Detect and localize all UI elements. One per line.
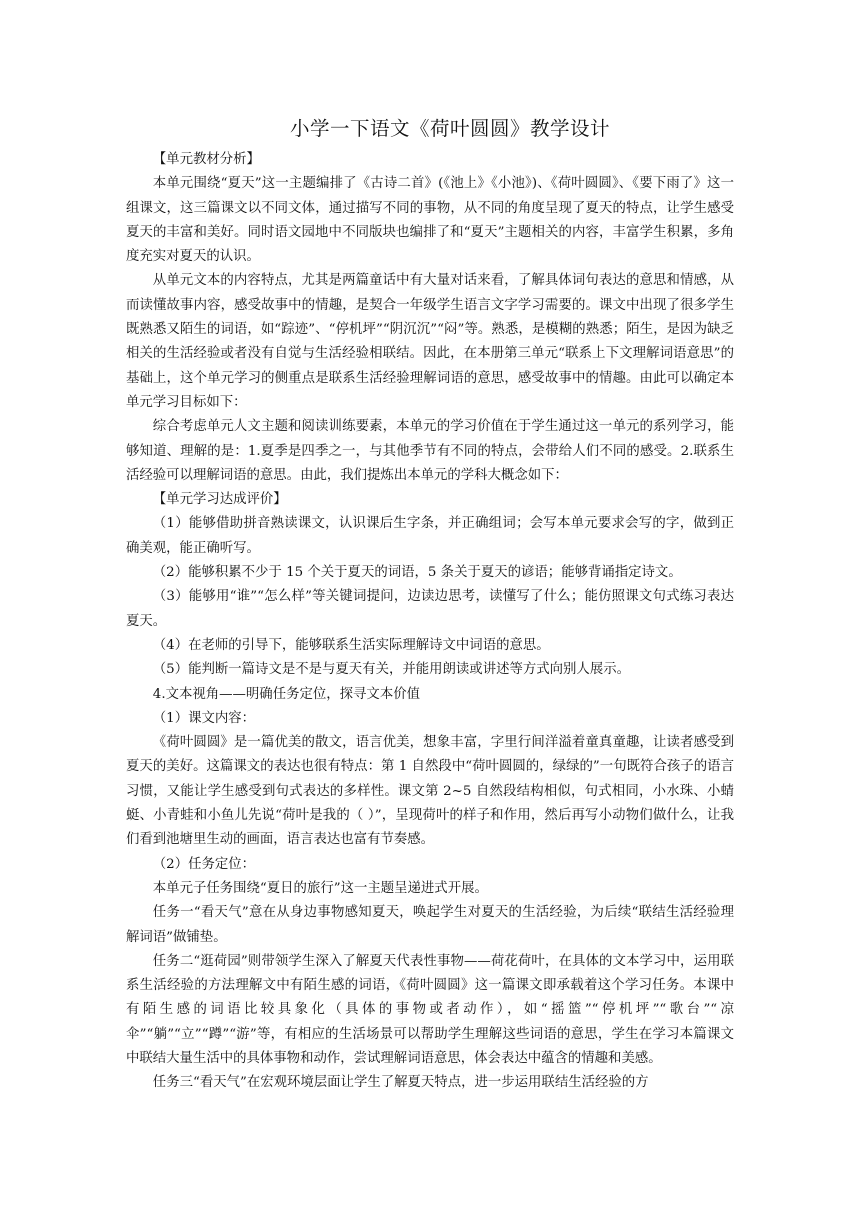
paragraph: 《荷叶圆圆》是一篇优美的散文，语言优美，想象丰富，字里行间洋溢着童真童趣，让读者感受到夏天的美好。这篇课文的表达也很有特点：第 1 自然段中“荷叶圆圆的，绿绿的”一句既符合孩子的语言习惯，又能让学生感受到句式表达的多样性。课文第 2~5 自然段结构相似，句式相同，小水珠、小蜻蜓、小青蛙和小鱼儿先说“荷叶是我的（ ）”，呈现荷叶的样子和作用，然后再写小动物们做什么，让我们看到池塘里生动的画面，语言表达也富有节奏感。 — [126, 735, 734, 848]
document-page — [126, 0, 734, 1096]
paragraph: 任务二“逛荷园”则带领学生深入了解夏天代表性事物——荷花荷叶，在具体的文本学习中，运用联系生活经验的方法理解文中有陌生感的词语，《荷叶圆圆》这一篇课文即承载着这个学习任务。本课中有陌生感的词语比较具象化（具体的事物或者动作），如“摇篮”“停机坪”“歌台”“凉伞”“躺”“立”“蹲”“游”等，有相应的生活场景可以帮助学生理解这些词语的意思，学生在学习本篇课文中联结大量生活中的具体事物和动作，尝试理解词语意思，体会表达中蕴含的情趣和美感。 — [126, 953, 734, 1066]
section-heading-evaluation: 【单元学习达成评价】 — [152, 492, 287, 508]
paragraph: 任务三“看天气”在宏观环境层面让学生了解夏天特点，进一步运用联结生活经验的方 — [152, 1075, 649, 1091]
section-heading-unit-analysis: 【单元教材分析】 — [152, 152, 260, 167]
section-heading-text-perspective: 4.文本视角——明确任务定位，探寻文本价值 — [152, 686, 420, 702]
paragraph: 综合考虑单元人文主题和阅读训练要素，本单元的学习价值在于学生通过这一单元的系列学习，能够知道、理解的是：1.夏季是四季之一，与其他季节有不同的特点，会带给人们不同的感受。2.联系生活经验可以理解词语的意思。由此，我们提炼出本单元的学科大概念如下： — [126, 419, 734, 483]
list-item: （1）能够借助拼音熟读课文，认识课后生字条，并正确组词；会写本单元要求会写的字，做到正确美观，能正确听写。 — [126, 516, 734, 556]
paragraph: 本单元围绕“夏天”这一主题编排了《古诗二首》(《池上》《小池》)、《荷叶圆圆》、《要下雨了》这一组课文，这三篇课文以不同文体，通过描写不同的事物，从不同的角度呈现了夏天的特点，让学生感受夏天的丰富和美好。同时语文园地中不同版块也编排了和“夏天”主题相关的内容，丰富学生积累，多角度充实对夏天的认识。 — [126, 176, 734, 265]
list-item: （4）在老师的引导下，能够联系生活实际理解诗文中词语的意思。 — [152, 637, 550, 653]
paragraph: 本单元子任务围绕“夏日的旅行”这一主题呈递进式开展。 — [152, 880, 488, 896]
list-item: （3）能够用“谁”“怎么样”等关键词提问，边读边思考，读懂写了什么；能仿照课文句式练习表达夏天。 — [126, 589, 734, 629]
list-item: （2）能够积累不少于 15 个关于夏天的词语，5 条关于夏天的谚语；能够背诵指定诗文。 — [152, 565, 682, 581]
list-item: （5）能判断一篇诗文是不是与夏天有关，并能用朗读或讲述等方式向别人展示。 — [152, 662, 630, 678]
paragraph: 从单元文本的内容特点，尤其是两篇童话中有大量对话来看，了解具体词句表达的意思和情感，从而读懂故事内容，感受故事中的情趣，是契合一年级学生语言文字学习需要的。课文中出现了很多学生既熟悉又陌生的词语，如“踪迹”、“停机坪”“阴沉沉”“闷”等。熟悉，是模糊的熟悉；陌生，是因为缺乏相关的生活经验或者没有自觉与生活经验相联结。因此，在本册第三单元“联系上下文理解词语意思”的基础上，这个单元学习的侧重点是联系生活经验理解词语的意思，感受故事中的情趣。由此可以确定本单元学习目标如下： — [126, 273, 734, 410]
document-title: 小学一下语文《荷叶圆圆》教学设计 — [289, 117, 610, 140]
document-body — [126, 148, 734, 1096]
subheading-content: （1）课文内容： — [152, 710, 256, 726]
subheading-task: （2）任务定位： — [152, 856, 256, 872]
paragraph: 任务一“看天气”意在从身边事物感知夏天，唤起学生对夏天的生活经验，为后续“联结生活经验理解词语”做铺垫。 — [126, 905, 734, 945]
